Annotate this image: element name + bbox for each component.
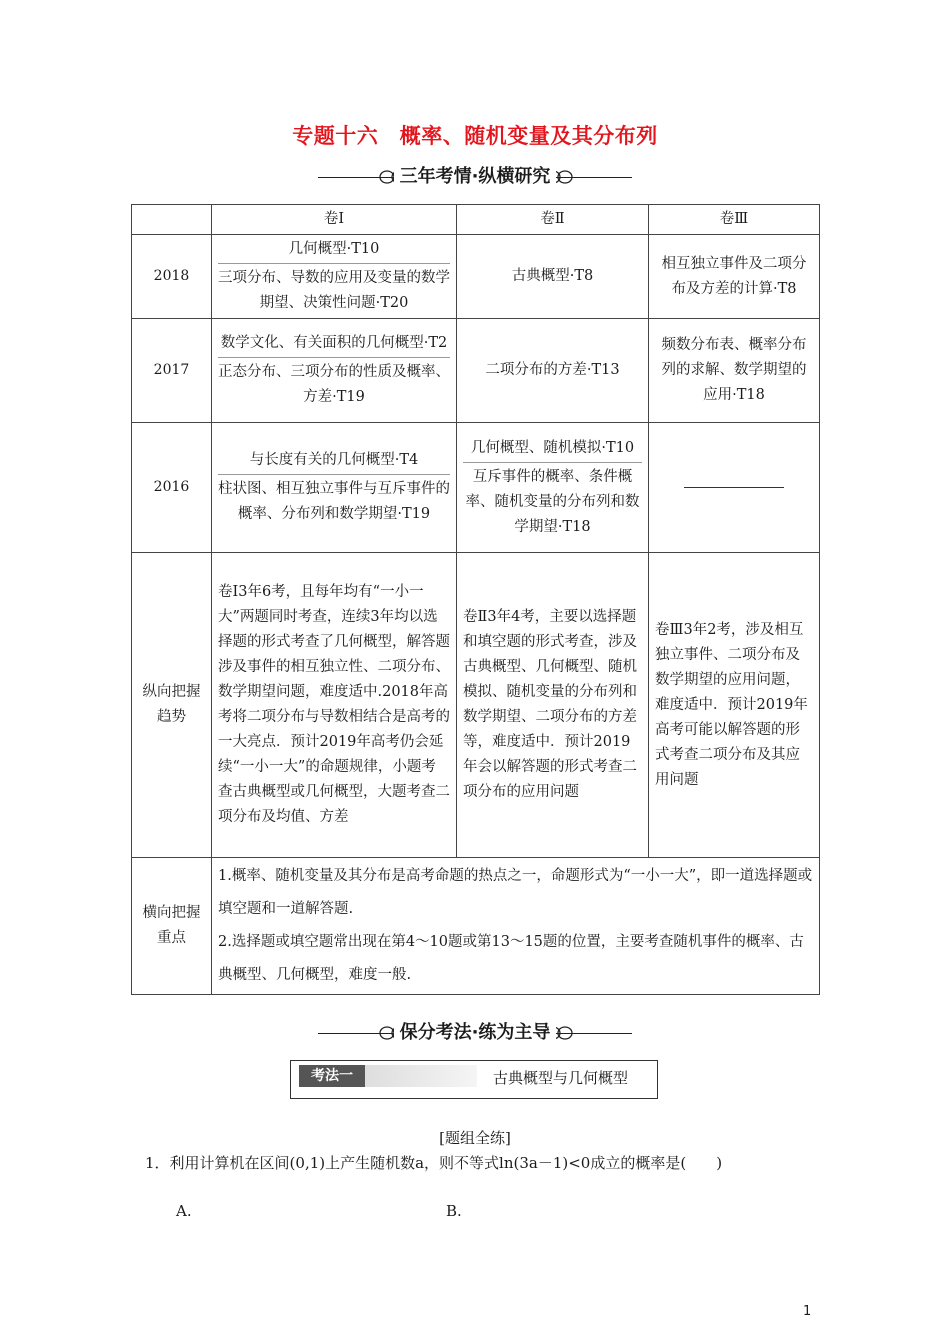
focus-point-2: 2.选择题或填空题常出现在第4～10题或第13～15题的位置，主要考查随机事件的概率、古典概型、几何概型，难度一般. bbox=[218, 934, 804, 983]
table-header-row bbox=[132, 205, 820, 235]
focus-point-1: 1.概率、随机变量及其分布是高考命题的热点之一，命题形式为“一小一大”，即一道选择题或填空题和一道解答题. bbox=[218, 868, 813, 917]
focus-content bbox=[212, 858, 820, 995]
row-label: 横向把握重点 bbox=[132, 858, 212, 995]
year-cell: 2018 bbox=[132, 235, 212, 319]
year-cell: 2016 bbox=[132, 423, 212, 553]
option-a: A. bbox=[176, 1202, 192, 1220]
section-label: [题组全练] bbox=[439, 1129, 511, 1147]
cell-paper3: 相互独立事件及二项分布及方差的计算·T8 bbox=[649, 235, 820, 319]
method-box bbox=[290, 1060, 658, 1099]
banner-title: 三年考情·纵横研究 bbox=[394, 166, 557, 188]
section-banner-survey bbox=[0, 166, 950, 188]
cell-item: 与长度有关的几何概型·T4 bbox=[218, 448, 450, 475]
question-1: 1．利用计算机在区间(0,1)上产生随机数a，则不等式ln(3a－1)<0成立的概率是( ) bbox=[145, 1154, 723, 1172]
method-name: 古典概型与几何概型 bbox=[493, 1069, 629, 1087]
trend-paper2: 卷Ⅱ3年4考，主要以选择题和填空题的形式考查，涉及古典概型、几何概型、随机模拟、随机变量的分布列和数学期望、二项分布的方差等，难度适中．预计2019年会以解答题的形式考查二项分布的应用问题 bbox=[457, 553, 649, 858]
cell-item: 柱状图、相互独立事件与互斥事件的概率、分布列和数学期望·T19 bbox=[218, 481, 450, 522]
method-tag bbox=[299, 1065, 477, 1087]
header-cell-empty bbox=[132, 205, 212, 235]
cell-item: 互斥事件的概率、条件概率、随机变量的分布列和数学期望·T18 bbox=[465, 468, 640, 535]
cell-item: 几何概型、随机模拟·T10 bbox=[463, 436, 642, 463]
year-cell: 2017 bbox=[132, 319, 212, 423]
cell-item: 三项分布、导数的应用及变量的数学期望、决策性问题·T20 bbox=[218, 270, 450, 311]
cell-paper2: 古典概型·T8 bbox=[457, 235, 649, 319]
method-tag-label: 考法一 bbox=[299, 1065, 365, 1087]
header-cell-paper2: 卷Ⅱ bbox=[457, 205, 649, 235]
table-row-2017 bbox=[132, 319, 820, 423]
page-number: 1 bbox=[803, 1304, 812, 1319]
cell-paper3: 频数分布表、概率分布列的求解、数学期望的应用·T18 bbox=[649, 319, 820, 423]
trend-paper3: 卷Ⅲ3年2考，涉及相互独立事件、二项分布及数学期望的应用问题，难度适中．预计2019年高考可能以解答题的形式考查二项分布及其应用问题 bbox=[649, 553, 820, 858]
cell-paper3 bbox=[649, 423, 820, 553]
banner-title: 保分考法·练为主导 bbox=[394, 1022, 557, 1044]
cell-paper1 bbox=[212, 235, 457, 319]
cell-item: 几何概型·T10 bbox=[218, 237, 450, 264]
table-row-2018 bbox=[132, 235, 820, 319]
cell-paper1 bbox=[212, 319, 457, 423]
header-cell-paper3: 卷Ⅲ bbox=[649, 205, 820, 235]
cell-paper2: 二项分布的方差·T13 bbox=[457, 319, 649, 423]
blank-dash bbox=[684, 487, 784, 488]
table-row-2016 bbox=[132, 423, 820, 553]
section-banner-practice bbox=[0, 1022, 950, 1044]
table-row-focus bbox=[132, 858, 820, 995]
cell-paper2 bbox=[457, 423, 649, 553]
cell-paper1 bbox=[212, 423, 457, 553]
header-cell-paper1: 卷Ⅰ bbox=[212, 205, 457, 235]
page-title: 专题十六 概率、随机变量及其分布列 bbox=[292, 124, 658, 148]
option-b: B. bbox=[446, 1202, 462, 1220]
cell-item: 正态分布、三项分布的性质及概率、方差·T19 bbox=[218, 364, 450, 405]
table-row-trend bbox=[132, 553, 820, 858]
row-label: 纵向把握趋势 bbox=[132, 553, 212, 858]
cell-item: 数学文化、有关面积的几何概型·T2 bbox=[218, 331, 450, 358]
exam-table bbox=[131, 204, 820, 995]
trend-paper1: 卷Ⅰ3年6考，且每年均有“一小一大”两题同时考查，连续3年均以选择题的形式考查了几何概型，解答题涉及事件的相互独立性、二项分布、数学期望问题，难度适中.2018年高考将二项分布与导数相结合是高考的一大亮点．预计2019年高考仍会延续“一小一大”的命题规律，小题考查古典概型或几何概型，大题考查二项分布及均值、方差 bbox=[212, 553, 457, 858]
